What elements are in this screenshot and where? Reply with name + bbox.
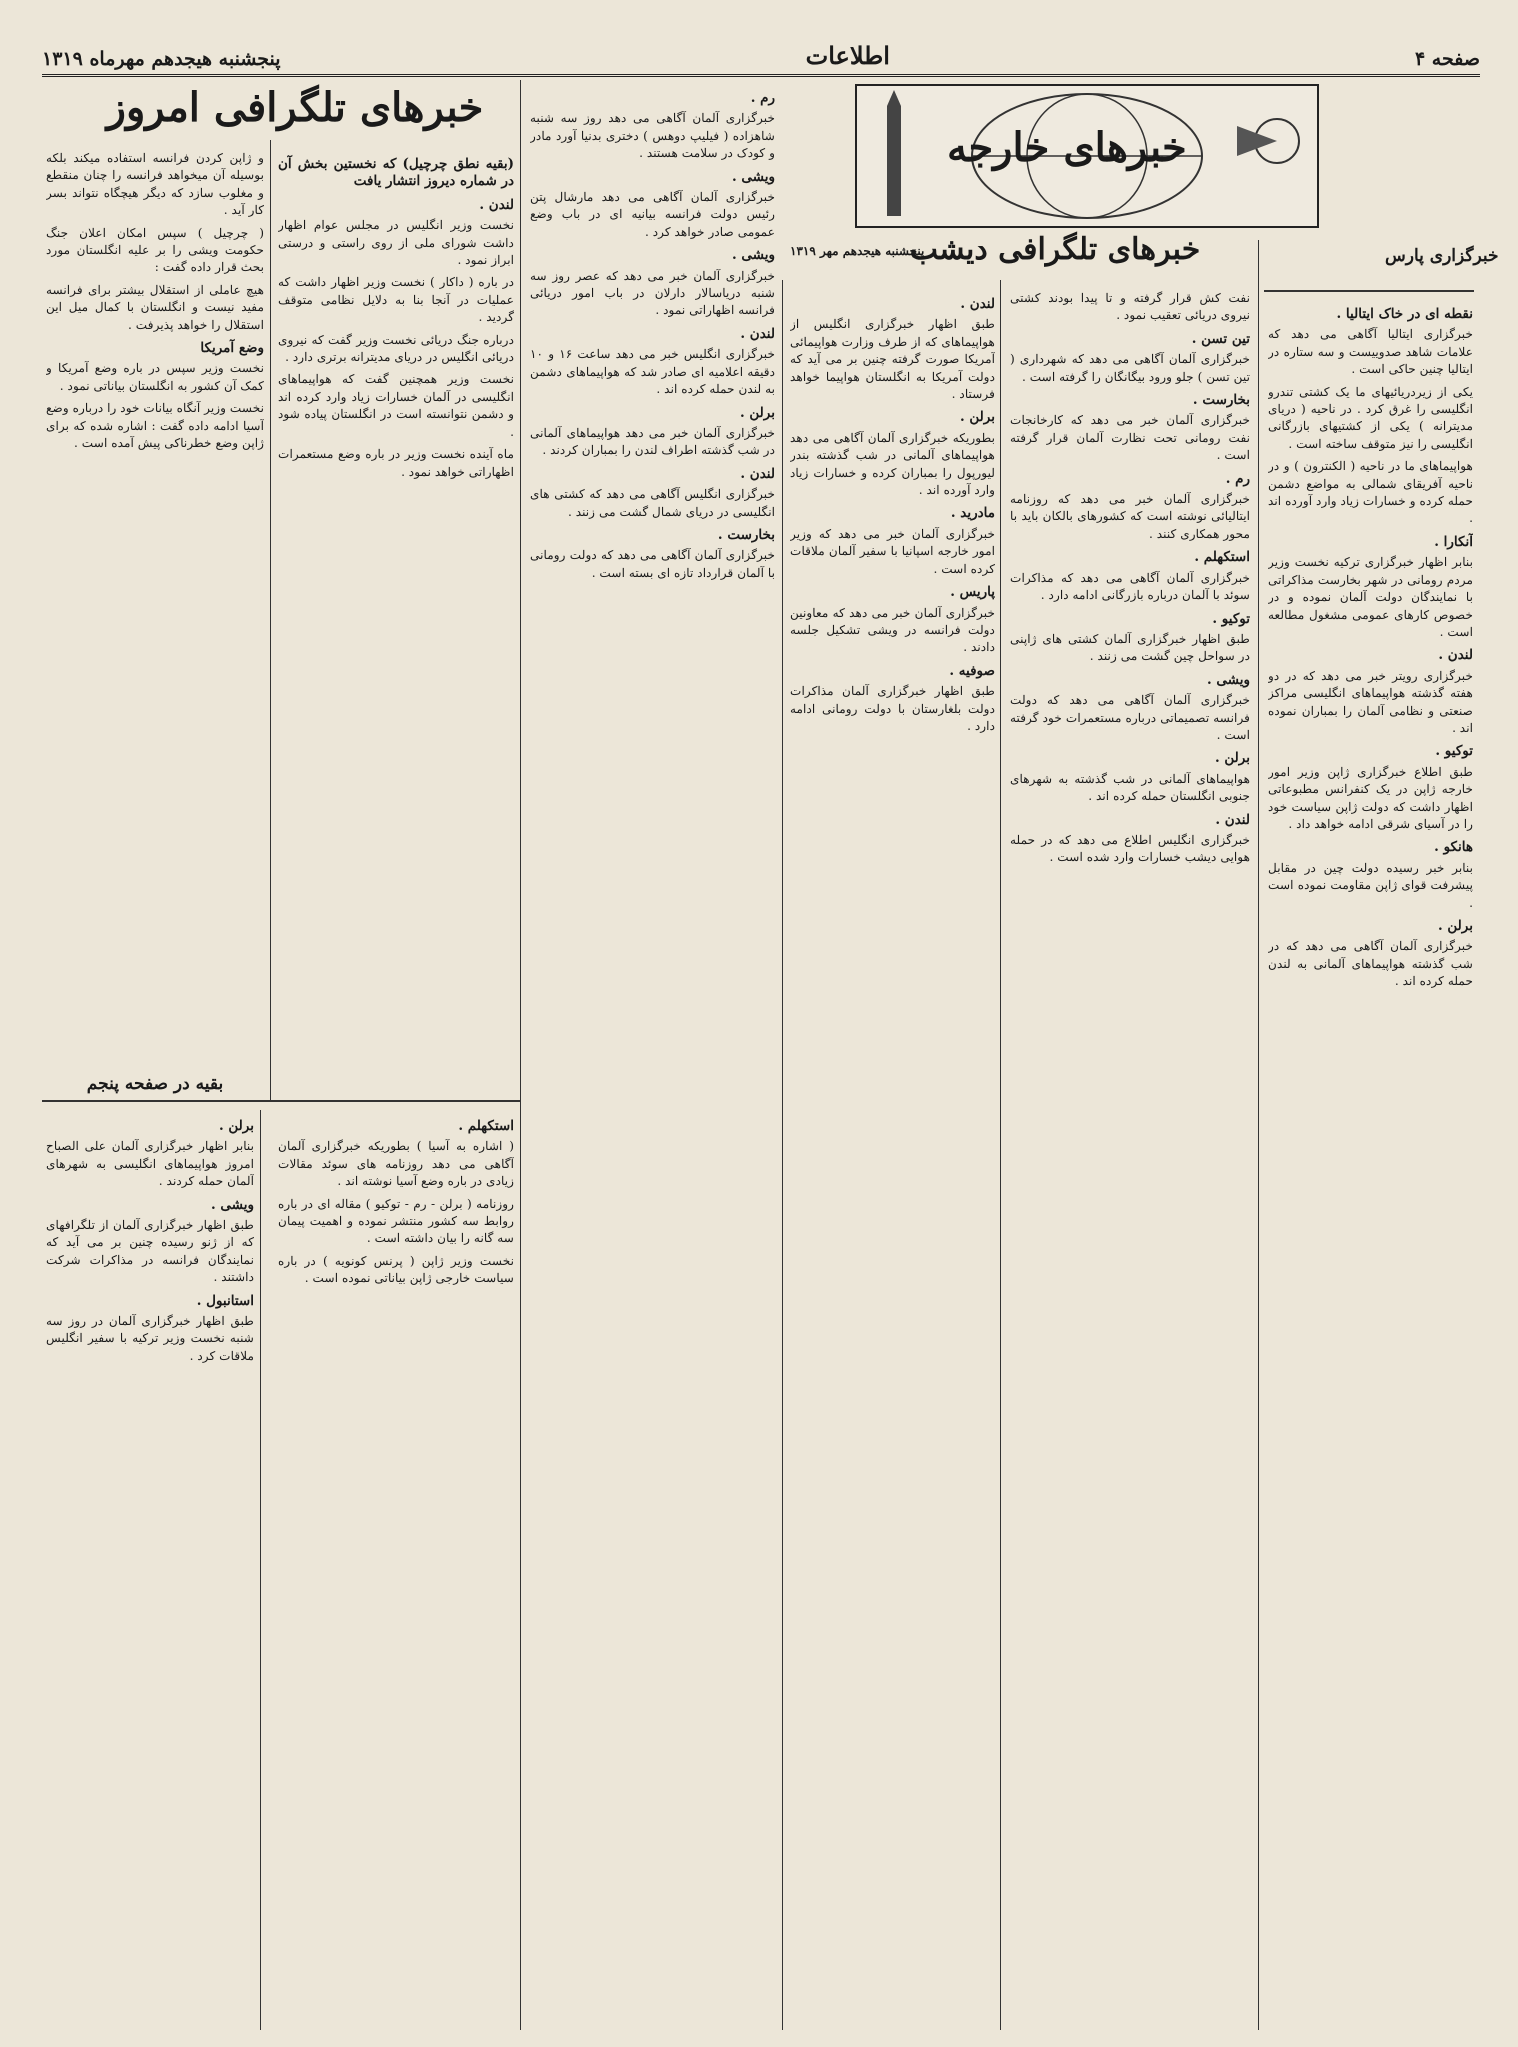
column-rule: [782, 280, 783, 2030]
news-paragraph: نخست وزیر همچنین گفت که هواپیماهای انگلیسی در آلمان خسارات زیاد وارد کرده اند و دشمن نتوانسته است در انگلستان پیاده شود .: [278, 372, 514, 439]
news-dateline: بخارست .: [717, 526, 775, 543]
news-dateline: تین تسن .: [1191, 330, 1250, 347]
banner-title: خبرهای خارجه: [947, 124, 1187, 171]
news-dateline: برلن .: [740, 404, 775, 421]
news-paragraph: ( اشاره به آسیا ) بطوریکه خبرگزاری آلمان آگاهی می دهد روزنامه های سوئد مقالات زیادی در باره وضع آسیا نوشته اند .: [278, 1139, 514, 1189]
column-rule: [520, 80, 521, 2030]
kicker-underline: [1264, 290, 1474, 292]
news-paragraph: و ژاپن کردن فرانسه استفاده میکند بلکه بوسیله آن میخواهد فرانسه را چنان منقطع و مغلوب سازد که دیگر هیچگاه نتواند بسر کار آید .: [46, 151, 264, 218]
news-paragraph: خبرگزاری آلمان آگاهی می دهد مارشال پتن رئیس دولت فرانسه بیانیه ای در باب وضع عمومی صادر خواهد کرد .: [530, 190, 775, 239]
news-paragraph: نخست وزیر ژاپن ( پرنس کونویه ) در باره سیاست خارجی ژاپن بیاناتی نموده است .: [278, 1253, 514, 1286]
news-dateline: صوفیه .: [949, 662, 995, 679]
news-paragraph: در باره ( داکار ) نخست وزیر اظهار داشت که عملیات در آنجا بنا به دلایل نظامی متوقف گردید .: [278, 275, 514, 325]
news-paragraph: خبرگزاری آلمان خبر می دهد که وزیر امور خارجه اسپانیا با سفیر آلمان ملاقات کرده است .: [790, 526, 995, 576]
news-column-bottom-b: [278, 1112, 514, 2027]
news-paragraph: بنابر خبر رسیده دولت چین در مقابل پیشرفت قوای ژاپن مقاومت نموده است .: [1268, 860, 1473, 910]
news-paragraph: طبق اظهار خبرگزاری آلمان کشتی های ژاپنی در سواحل چین گشت می زنند .: [1010, 631, 1250, 664]
news-paragraph: خبرگزاری رویتر خبر می دهد که در دو هفته گذشته هواپیماهای انگلیسی مراکز صنعتی و نظامی آلمان را بمباران نموده اند .: [1268, 668, 1473, 735]
news-dateline: توکیو .: [1435, 743, 1473, 760]
news-paragraph: طبق اظهار خبرگزاری آلمان مذاکرات دولت بلغارستان با دولت رومانی ادامه دارد .: [790, 684, 995, 733]
news-dateline: استانبول .: [196, 1292, 254, 1309]
section-divider: [42, 1100, 520, 1102]
column-rule: [1000, 280, 1001, 2030]
news-paragraph: خبرگزاری آلمان خبر می دهد که عصر روز سه شنبه دریاسالار دارلان در باب امور دریائی فرانسه اظهاراتی نمود .: [530, 268, 775, 318]
news-dateline: برلن .: [219, 1118, 254, 1134]
news-dateline: برلن .: [960, 409, 995, 426]
news-column-bottom-a: [46, 1112, 254, 2027]
news-paragraph: خبرگزاری آلمان خبر می دهد که معاونین دولت فرانسه در ویشی تشکیل جلسه دادند .: [790, 605, 995, 655]
newspaper-name: اطلاعات: [805, 41, 890, 70]
column-rule: [260, 1110, 261, 2030]
news-paragraph: ماه آینده نخست وزیر در باره وضع مستعمرات اظهاراتی خواهد نمود .: [278, 447, 514, 479]
news-paragraph: خبرگزاری آلمان آگاهی می دهد که مذاکرات سوئد با آلمان درباره بازرگانی ادامه دارد .: [1010, 570, 1250, 603]
news-dateline: ویشی .: [732, 247, 775, 264]
news-column-night-a: [1010, 290, 1250, 2030]
news-dateline: ویشی .: [732, 168, 775, 185]
news-dateline: آنکارا .: [1434, 533, 1473, 550]
continued-note: بقیه در صفحه پنجم: [86, 1074, 224, 1094]
news-column-night-b: [790, 290, 995, 2030]
today-telegraph-headline: خبرهای تلگرافی امروز: [106, 84, 484, 131]
news-paragraph: خبرگزاری آلمان خبر می دهد که کارخانجات نفت رومانی تحت نظارت آلمان قرار گرفته است .: [1010, 413, 1250, 463]
news-paragraph: خبرگزاری انگلیس خبر می دهد ساعت ۱۶ و ۱۰ دقیقه اعلامیه ای صادر شد که هواپیماهای دشمن به لندن حمله کرده اند .: [530, 347, 775, 397]
news-paragraph: خبرگزاری ایتالیا آگاهی می دهد که علامات شاهد صدوییست و سه ستاره در ایتالیا چنین حاکی است .: [1268, 327, 1473, 377]
news-paragraph: خبرگزاری آلمان آگاهی می دهد روز سه شنبه شاهزاده ( فیلیپ دوهس ) دختری بدنیا آورد مادر و کودک در سلامت هستند .: [530, 111, 775, 161]
news-paragraph: نخست وزیر انگلیس در مجلس عوام اظهار داشت شورای ملی از روی راستی و درستی ابراز نمود .: [278, 218, 514, 268]
news-paragraph: خبرگزاری آلمان آگاهی می دهد که دولت رومانی با آلمان قرارداد تازه ای بسته است .: [530, 548, 775, 580]
news-paragraph: نخست وزیر آنگاه بیانات خود را درباره وضع آسیا ادامه داده گفت : اشاره شده که برای ژاپن وضع خطرناکی پیش آمده است .: [46, 401, 264, 451]
column-rule: [270, 140, 271, 1100]
churchill-speech-column: [278, 150, 514, 1020]
news-paragraph: طبق اظهار خبرگزاری آلمان در روز سه شنبه نخست وزیر ترکیه با سفیر انگلیس ملاقات کرد .: [46, 1314, 254, 1363]
news-paragraph: طبق اظهار خبرگزاری آلمان از تلگرافهای که از ژنو رسیده چنین بر می آید که نمایندگان فرانسه در مذاکرات شرکت داشتند .: [46, 1218, 254, 1285]
news-dateline: پاریس .: [950, 584, 995, 601]
news-dateline: مادرید .: [950, 505, 995, 522]
news-paragraph: خبرگزاری آلمان خبر می دهد هواپیماهای آلمانی در شب گذشته اطراف لندن را بمباران کردند .: [530, 425, 775, 458]
news-paragraph: بنابر اظهار خبرگزاری آلمان علی الصباح امروز هواپیماهای انگلیسی به شهرهای آلمان حمله کردند .: [46, 1139, 254, 1189]
news-paragraph: خبرگزاری انگلیس آگاهی می دهد که کشتی های انگلیسی در دریای شمال گشت می زنند .: [530, 487, 775, 519]
news-dateline: لندن .: [1438, 647, 1473, 664]
news-paragraph: درباره جنگ دریائی نخست وزیر گفت که نیروی دریائی انگلیس در دریای مدیترانه برتری دارد .: [278, 332, 514, 365]
news-paragraph: طبق اظهار خبرگزاری انگلیس از هواپیماهای که از طرف وزارت هواپیمائی آمریکا صورت گرفته چنین بر می آید که دولت آمریکا به انگلستان هواپیما خواهد فرستاد .: [790, 317, 995, 402]
news-dateline: رم .: [1225, 470, 1250, 487]
news-paragraph: هواپیماهای آلمانی در شب گذشته به شهرهای جنوبی انگلستان حمله کرده اند .: [1010, 771, 1250, 804]
news-dateline: ویشی .: [1207, 671, 1250, 688]
news-dateline: برلن .: [1438, 918, 1473, 934]
news-paragraph: خبرگزاری آلمان آگاهی می دهد که دولت فرانسه تصمیماتی درباره مستعمرات خود گرفته است .: [1010, 693, 1250, 742]
news-column-c: [530, 84, 775, 2029]
news-paragraph: نخست وزیر سپس در باره وضع آمریکا و کمک آن کشور به انگلستان بیاناتی نمود .: [46, 361, 264, 393]
column-rule: [1258, 240, 1259, 2030]
news-paragraph: خبرگزاری آلمان آگاهی می دهد که در شب گذشته هواپیماهای آلمانی به لندن حمله کرده اند .: [1268, 939, 1473, 989]
news-dateline: لندن .: [960, 296, 995, 312]
news-dateline: استکهلم .: [458, 1118, 514, 1134]
last-night-telegraph-headline: خبرهای تلگرافی دیشب: [909, 232, 1201, 267]
news-paragraph: خبرگزاری آلمان آگاهی می دهد که شهرداری ( تین تسن ) جلو ورود بیگانگان را گرفته است .: [1010, 352, 1250, 384]
news-paragraph: نفت کش قرار گرفته و تا پیدا بودند کشتی نیروی دریائی تعقیب نمود .: [1010, 291, 1250, 323]
section-date: پنجشنبه هیجدهم مهر ۱۳۱۹: [790, 244, 925, 258]
news-paragraph: ( چرچیل ) سپس امکان اعلان جنگ حکومت ویشی را بر علیه انگلستان مورد بحث قرار داده گفت :: [46, 225, 264, 275]
pars-news-column: [1268, 300, 1473, 2030]
news-paragraph: بطوریکه خبرگزاری آلمان آگاهی می دهد هواپیماهای آلمانی در شب گذشته بندر لیورپول را بمباران کرده و خسارات زیاد وارد آورده اند .: [790, 430, 995, 498]
pars-agency-kicker: خبرگزاری پارس: [1385, 246, 1499, 266]
news-paragraph: هواپیماهای ما در ناحیه ( الکنترون ) و در ناحیه آفریقای شمالی به مواضع دشمن حمله کرده و خسارات زیاد وارد آورده اند .: [1268, 459, 1473, 526]
news-paragraph: هیچ عاملی از استقلال بیشتر برای فرانسه مفید نیست و انگلستان با کمال میل این استقلال را خواهد پذیرفت .: [46, 282, 264, 332]
news-dateline: لندن .: [479, 196, 514, 213]
news-dateline: بخارست .: [1192, 392, 1250, 409]
news-dateline: وضع آمریکا: [200, 340, 264, 357]
news-dateline: (بقیه نطق چرچیل) که نخستین بخش آن در شماره دیروز انتشار یافت: [278, 156, 514, 190]
issue-date: پنجشنبه هیجدهم مهرماه ۱۳۱۹: [42, 48, 281, 70]
page-number: صفحه ۴: [1414, 48, 1480, 70]
news-paragraph: خبرگزاری انگلیس اطلاع می دهد که در حمله هوایی دیشب خسارات وارد شده است .: [1010, 832, 1250, 865]
news-dateline: برلن .: [1215, 750, 1250, 767]
news-dateline: لندن .: [740, 325, 775, 342]
news-paragraph: روزنامه ( برلن - رم - توکیو ) مقاله ای در باره روابط سه کشور منتشر نموده و اهمیت پیمان سه گانه را بیان داشته است .: [278, 1196, 514, 1246]
churchill-speech-column-cont: [46, 150, 264, 1090]
news-dateline: هانکو .: [1434, 839, 1473, 856]
foreign-news-banner: [855, 84, 1319, 228]
news-paragraph: یکی از زیردریائیهای ما یک کشتی تندرو انگلیسی را غرق کرد . در ناحیه ( دریای مدیترانه ) یکی از کشتیهای بازرگانی انگلیسی را نیز متوقف ساخته است .: [1268, 384, 1473, 451]
news-dateline: توکیو .: [1212, 610, 1250, 627]
news-dateline: لندن .: [740, 465, 775, 482]
news-dateline: ویشی .: [211, 1196, 254, 1213]
news-dateline: استکهلم .: [1194, 549, 1250, 566]
news-dateline: رم .: [750, 90, 775, 106]
news-dateline: نقطه ای در خاک ایتالیا .: [1336, 306, 1473, 322]
news-paragraph: خبرگزاری آلمان خبر می دهد که روزنامه ایتالیائی نوشته است که کشورهای بالکان باید با محور همکاری کنند .: [1010, 492, 1250, 541]
news-paragraph: بنابر اظهار خبرگزاری ترکیه نخست وزیر مردم رومانی در شهر بخارست مذاکراتی با نمایندگان دولت آلمان نموده و در خصوص کارهای عمومی مشغول مطالعه است .: [1268, 555, 1473, 639]
news-dateline: لندن .: [1215, 811, 1250, 828]
page-header: [42, 32, 1480, 77]
news-paragraph: طبق اطلاع خبرگزاری ژاپن وزیر امور خارجه ژاپن در یک کنفرانس مطبوعاتی اظهار داشت که دولت ژاپن سیاست خود را در آسیای شرقی ادامه خواهد داد .: [1268, 764, 1473, 831]
